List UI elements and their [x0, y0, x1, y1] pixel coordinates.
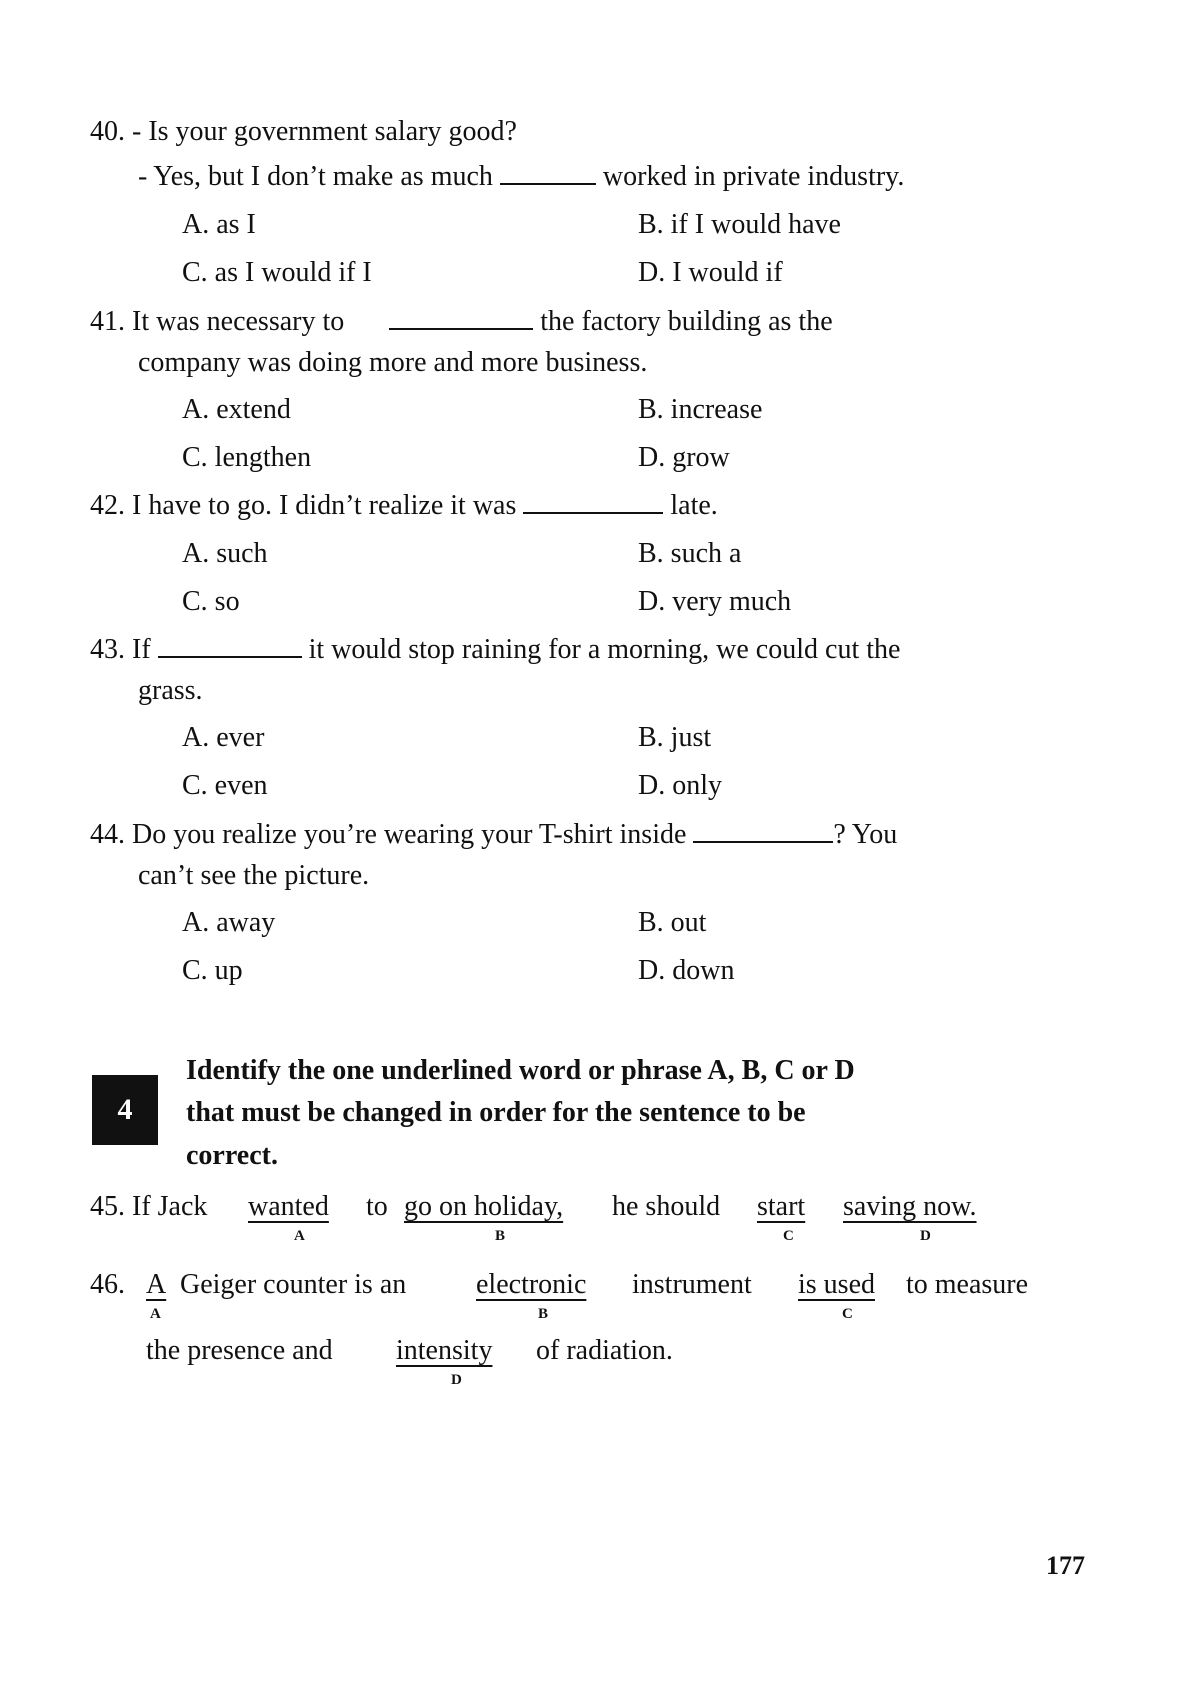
q41-option-a[interactable]: A. extend — [182, 394, 291, 425]
q46-text1: Geiger counter is an — [180, 1269, 407, 1300]
q43-line1-pre: 43. If — [90, 634, 151, 665]
q40-line2-post: worked in private industry. — [602, 161, 905, 192]
q42-option-d[interactable]: D. very much — [638, 586, 792, 617]
q45-number: 45. If Jack — [90, 1191, 208, 1222]
q46-letter-b: B — [538, 1306, 549, 1322]
page-number: 177 — [1046, 1551, 1085, 1580]
q43-option-a[interactable]: A. ever — [182, 722, 265, 753]
q42-blank — [523, 490, 663, 514]
q46-letter-a: A — [150, 1306, 161, 1322]
q43-line1 — [90, 633, 900, 667]
q45-part-c[interactable]: start — [757, 1191, 806, 1222]
q44-option-d[interactable]: D. down — [638, 955, 735, 986]
q41-blank — [389, 306, 533, 330]
q45-part-b[interactable]: go on holiday, — [404, 1191, 564, 1222]
q42-line1-post: late. — [670, 490, 718, 521]
q43-option-c[interactable]: C. even — [182, 770, 268, 801]
q46-text2: instrument — [632, 1269, 752, 1300]
q46-text4: the presence and — [146, 1335, 333, 1366]
q43-option-d[interactable]: D. only — [638, 770, 722, 801]
q46-letter-d: D — [451, 1372, 462, 1388]
q42-line1-pre: 42. I have to go. I didn’t realize it was — [90, 490, 517, 521]
q43-blank — [158, 634, 302, 658]
q40-blank — [500, 161, 596, 185]
q41-option-d[interactable]: D. grow — [638, 442, 730, 473]
q44-blank — [693, 819, 833, 843]
q42-line1 — [90, 489, 718, 523]
q45-part-a[interactable]: wanted — [248, 1191, 329, 1222]
q44-option-a[interactable]: A. away — [182, 907, 276, 938]
q45-letter-b: B — [495, 1228, 506, 1244]
q44-option-c[interactable]: C. up — [182, 955, 243, 986]
q44-line2: can’t see the picture. — [138, 860, 370, 891]
q45-letter-c: C — [783, 1228, 794, 1244]
section-instruction-line2: that must be changed in order for the sentence to be — [186, 1097, 806, 1128]
q45-part-d[interactable]: saving now. — [843, 1191, 977, 1222]
q40-option-d[interactable]: D. I would if — [638, 257, 783, 288]
q41-option-b[interactable]: B. increase — [638, 394, 763, 425]
q42-option-c[interactable]: C. so — [182, 586, 240, 617]
q43-option-b[interactable]: B. just — [638, 722, 712, 753]
q41-line1-pre: 41. It was necessary to — [90, 306, 345, 337]
q41-line2: company was doing more and more business. — [138, 347, 648, 378]
q45-letter-a: A — [294, 1228, 305, 1244]
q40-option-c[interactable]: C. as I would if I — [182, 257, 372, 288]
q44-line1 — [90, 818, 897, 852]
q40-option-a[interactable]: A. as I — [182, 209, 256, 240]
q46-part-a[interactable]: A — [146, 1269, 167, 1300]
q41-line1 — [90, 305, 833, 339]
q46-part-b[interactable]: electronic — [476, 1269, 587, 1300]
q42-option-a[interactable]: A. such — [182, 538, 268, 569]
q41-line1-post: the factory building as the — [540, 306, 833, 337]
q46-text5: of radiation. — [536, 1335, 673, 1366]
q44-line1-pre: 44. Do you realize you’re wearing your T-shirt inside — [90, 819, 687, 850]
q43-line2: grass. — [138, 675, 203, 706]
q45-text2: he should — [612, 1191, 721, 1222]
q44-line1-post: ? You — [833, 819, 898, 850]
q43-line1-post: it would stop raining for a morning, we could cut the — [308, 634, 901, 665]
q45-text1: to — [366, 1191, 388, 1222]
q40-line1: 40. - Is your government salary good? — [90, 116, 517, 147]
q42-option-b[interactable]: B. such a — [638, 538, 742, 569]
q46-letter-c: C — [842, 1306, 853, 1322]
q40-line2-pre: - Yes, but I don’t make as much — [138, 161, 493, 192]
q46-text3: to measure — [906, 1269, 1029, 1300]
q46-part-d[interactable]: intensity — [396, 1335, 493, 1366]
q40-line2 — [138, 160, 904, 194]
q40-option-b[interactable]: B. if I would have — [638, 209, 841, 240]
q44-option-b[interactable]: B. out — [638, 907, 707, 938]
q45-letter-d: D — [920, 1228, 931, 1244]
section-instruction-line1: Identify the one underlined word or phrase A, B, C or D — [186, 1055, 855, 1086]
section-number-badge: 4 — [92, 1075, 158, 1145]
q46-part-c[interactable]: is used — [798, 1269, 875, 1300]
q41-option-c[interactable]: C. lengthen — [182, 442, 312, 473]
q46-number: 46. — [90, 1269, 125, 1300]
section-instruction-line3: correct. — [186, 1140, 278, 1171]
